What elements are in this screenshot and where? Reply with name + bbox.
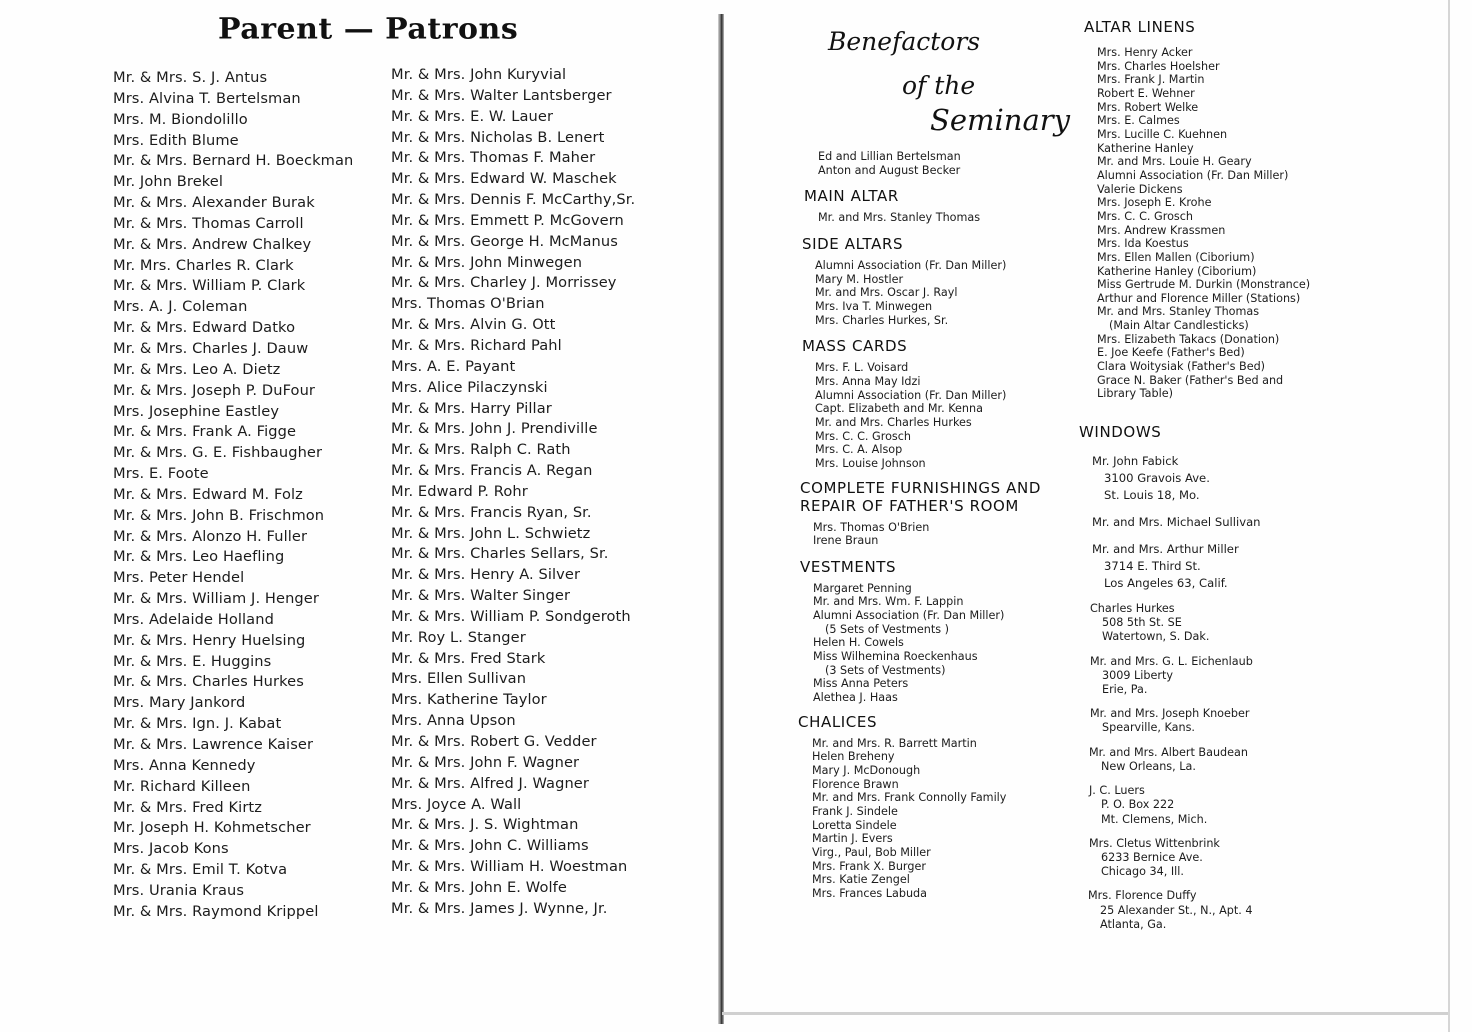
patron-name: Mr. & Mrs. Dennis F. McCarthy,Sr. (391, 191, 636, 209)
section-heading: MASS CARDS (802, 337, 908, 356)
patron-name: Mr. & Mrs. Fred Kirtz (113, 798, 263, 816)
patron-name: Mrs. Mary Jankord (113, 694, 246, 712)
donor-name: Capt. Elizabeth and Mr. Kenna (815, 402, 983, 416)
donor-name: Alethea J. Haas (813, 691, 898, 705)
patron-name: Mrs. E. Foote (113, 465, 209, 483)
donor-name: Loretta Sindele (812, 818, 897, 832)
patron-name: Mr. & Mrs. Harry Pillar (391, 399, 552, 417)
donor-name: Mr. and Mrs. Stanley Thomas (818, 211, 981, 225)
patron-name: Mrs. Adelaide Holland (113, 610, 274, 628)
patron-name: Mr. & Mrs. Charley J. Morrissey (391, 274, 617, 292)
patron-name: Mrs. Joyce A. Wall (391, 795, 522, 813)
patron-name: Mr. & Mrs. John Minwegen (391, 253, 583, 271)
donor-name: Mrs. Katie Zengel (812, 873, 910, 887)
donor-name: Mr. and Mrs. Arthur Miller (1092, 542, 1239, 557)
donor-name: Katherine Hanley (Ciborium) (1097, 264, 1257, 278)
window-donor-entry (1090, 655, 1340, 698)
donor-name: Mrs. Charles Hoelsher (1097, 59, 1220, 73)
patron-name: Mr. & Mrs. William P. Sondgeroth (391, 607, 631, 625)
patron-name: Mr. Roy L. Stanger (391, 628, 526, 646)
patron-name: Mr. & Mrs. Charles Hurkes (113, 673, 304, 691)
donor-name: Mary M. Hostler (815, 272, 904, 286)
donor-name: Helen Breheny (812, 750, 895, 764)
section-mass-cards (798, 337, 1068, 470)
section-heading: WINDOWS (1079, 423, 1162, 442)
patron-name: Mr. Mrs. Charles R. Clark (113, 256, 294, 274)
donor-name: Mrs. Louise Johnson (815, 456, 926, 470)
patron-name: Mrs. Urania Kraus (113, 881, 245, 899)
donor-name: Library Table) (1097, 387, 1173, 401)
patron-name: Mr. John Brekel (113, 173, 224, 191)
donor-list (812, 737, 1068, 901)
donor-address-line: 6233 Bernice Ave. (1101, 850, 1203, 864)
patron-list-column-a (113, 68, 353, 923)
donor-name: Mr. and Mrs. G. L. Eichenlaub (1090, 654, 1253, 668)
section-main-altar (798, 187, 1068, 225)
donor-name: Alumni Association (Fr. Dan Miller) (815, 388, 1007, 402)
section-heading: ALTAR LINENS (1084, 18, 1196, 36)
patron-name: Mr. & Mrs. Raymond Krippel (113, 902, 319, 920)
donor-name: Valerie Dickens (1097, 182, 1183, 196)
donor-name: Irene Braun (813, 534, 879, 548)
patron-name: Mr. & Mrs. Alfred J. Wagner (391, 774, 589, 792)
donor-address-line: 508 5th St. SE (1102, 616, 1182, 630)
donor-name: Alumni Association (Fr. Dan Miller) (813, 609, 1005, 623)
section-heading: REPAIR OF FATHER'S ROOM (800, 496, 1019, 515)
donor-address-line: P. O. Box 222 (1101, 798, 1175, 812)
patron-name: Mr. & Mrs. E. Huggins (113, 652, 272, 670)
patron-name: Mr. & Mrs. Robert G. Vedder (391, 733, 597, 750)
donor-address-line: Atlanta, Ga. (1100, 917, 1167, 931)
donor-name: Mr. John Fabick (1092, 454, 1179, 469)
window-donor-entry (1089, 837, 1340, 880)
donor-name: Margaret Penning (813, 581, 912, 595)
donor-name: Miss Gertrude M. Durkin (Monstrance) (1097, 278, 1311, 292)
patron-name: Mrs. A. E. Payant (391, 357, 516, 375)
patron-name: Mr. & Mrs. S. J. Antus (113, 69, 268, 86)
donor-name: Mrs. Florence Duffy (1088, 889, 1197, 903)
window-donor-entry (1092, 453, 1340, 504)
donor-name: Mrs. F. L. Voisard (815, 361, 909, 375)
donor-name: Mr. and Mrs. Louie H. Geary (1097, 155, 1252, 169)
donor-name: Mrs. Frank X. Burger (812, 859, 926, 873)
patron-name: Mrs. M. Biondolillo (113, 110, 248, 128)
donor-name: E. Joe Keefe (Father's Bed) (1097, 346, 1245, 360)
patron-name: Mr. & Mrs. John E. Wolfe (391, 878, 567, 896)
page-title: Parent — Patrons (218, 12, 519, 47)
patron-name: Mrs. Katherine Taylor (391, 691, 547, 709)
donor-name: (5 Sets of Vestments ) (825, 622, 950, 636)
section-heading: MAIN ALTAR (804, 187, 899, 206)
section-heading: COMPLETE FURNISHINGS AND (800, 478, 1041, 497)
donor-address-line: Erie, Pa. (1102, 683, 1148, 697)
donor-name: Mrs. Ellen Mallen (Ciborium) (1097, 250, 1255, 264)
donor-name: Mr. and Mrs. Oscar J. Rayl (815, 286, 958, 300)
patron-name: Mr. & Mrs. Alonzo H. Fuller (113, 527, 308, 545)
page-edge (1448, 0, 1450, 1032)
donor-address-line: St. Louis 18, Mo. (1104, 488, 1200, 503)
donor-name: Mary J. McDonough (812, 764, 921, 778)
donor-name: Mr. and Mrs. Frank Connolly Family (812, 791, 1007, 805)
donor-name: Mrs. Thomas O'Brien (813, 520, 930, 534)
patron-name: Mr. & Mrs. E. W. Lauer (391, 107, 554, 125)
donor-name: Robert E. Wehner (1097, 86, 1195, 100)
patron-name: Mr. & Mrs. Fred Stark (391, 649, 546, 667)
donor-name: Alumni Association (Fr. Dan Miller) (1097, 168, 1289, 182)
donor-address-line: 25 Alexander St., N., Apt. 4 (1100, 903, 1253, 917)
patron-name: Mr. & Mrs. John F. Wagner (391, 753, 580, 771)
donor-name: (Main Altar Candlesticks) (1109, 319, 1249, 333)
donor-name: Mr. and Mrs. Joseph Knoeber (1090, 707, 1250, 721)
benefactors-right-column (1078, 18, 1340, 942)
donor-list (818, 211, 1068, 225)
page-shadow (722, 1012, 1448, 1015)
donor-name: Mrs. E. Calmes (1097, 114, 1180, 128)
patron-name: Mr. Joseph H. Kohmetscher (113, 819, 311, 837)
donor-name: Charles Hurkes (1090, 602, 1175, 616)
donor-name: Mr. and Mrs. Charles Hurkes (815, 415, 972, 429)
patron-name: Mr. & Mrs. Emmett P. McGovern (391, 211, 624, 229)
patron-name: Mr. & Mrs. G. E. Fishbaugher (113, 444, 323, 462)
patron-name: Mr. & Mrs. Walter Singer (391, 587, 571, 605)
donor-address-line: 3100 Gravois Ave. (1104, 471, 1210, 486)
window-donor-entry (1088, 889, 1340, 932)
donor-name: J. C. Luers (1089, 784, 1145, 798)
window-donor-entry (1089, 784, 1340, 827)
donor-list (815, 361, 1068, 470)
donor-name: Mrs. Anna May Idzi (815, 374, 921, 388)
patron-name: Mr. & Mrs. James J. Wynne, Jr. (391, 899, 608, 917)
section-vestments (798, 558, 1068, 705)
donor-name: Mrs. Robert Welke (1097, 100, 1199, 114)
donor-name: Mrs. Joseph E. Krohe (1097, 196, 1212, 210)
title-line: Seminary (930, 103, 1071, 137)
patron-list-column-b (391, 65, 635, 920)
section-heading: SIDE ALTARS (802, 234, 904, 253)
patron-name: Mr. & Mrs. Alexander Burak (113, 194, 315, 212)
window-donor-entry (1092, 541, 1340, 592)
window-donor-entry (1089, 746, 1340, 774)
patron-name: Mr. & Mrs. Ign. J. Kabat (113, 715, 282, 733)
patron-name: Mrs. Thomas O'Brian (391, 295, 545, 313)
donor-address-line: New Orleans, La. (1101, 759, 1196, 773)
patron-name: Mrs. Anna Upson (391, 712, 516, 730)
donor-name: Mrs. C. A. Alsop (815, 443, 903, 457)
donor-address-line: Spearville, Kans. (1102, 721, 1195, 735)
donor-address-line: Chicago 34, Ill. (1101, 865, 1184, 879)
patron-name: Mr. & Mrs. Walter Lantsberger (391, 86, 612, 104)
page-gutter (718, 14, 724, 1024)
patron-name: Mr. & Mrs. Edward M. Folz (113, 485, 303, 503)
patron-name: Mrs. Ellen Sullivan (391, 670, 527, 688)
donor-address-line: Los Angeles 63, Calif. (1104, 576, 1228, 591)
section-side-altars (798, 235, 1068, 327)
patron-name: Mr. & Mrs. Thomas F. Maher (391, 149, 596, 167)
patron-name: Mr. & Mrs. Francis A. Regan (391, 462, 593, 480)
donor-name: Mrs. Henry Acker (1097, 46, 1193, 59)
patron-name: Mrs. Alice Pilaczynski (391, 378, 548, 396)
patron-name: Mr. & Mrs. Ralph C. Rath (391, 441, 571, 459)
donor-name: Mrs. C. C. Grosch (1097, 209, 1193, 223)
donor-name: Mr. and Mrs. R. Barrett Martin (812, 736, 977, 750)
patron-name: Mr. Richard Killeen (113, 777, 251, 795)
donor-name: Florence Brawn (812, 777, 899, 791)
section-heading: VESTMENTS (800, 557, 897, 576)
patron-name: Mr. & Mrs. Lawrence Kaiser (113, 736, 314, 753)
donor-name: Virg., Paul, Bob Miller (812, 845, 931, 859)
benefactor-name: Ed and Lillian Bertelsman (818, 150, 961, 163)
patron-name: Mr. & Mrs. Charles J. Dauw (113, 339, 309, 357)
patron-name: Mr. & Mrs. George H. McManus (391, 232, 618, 250)
patron-name: Mr. & Mrs. Edward Datko (113, 319, 296, 337)
section-furnishings (798, 479, 1068, 548)
donor-address-line: 3714 E. Third St. (1104, 559, 1201, 574)
donor-name: Arthur and Florence Miller (Stations) (1097, 291, 1301, 305)
patron-name: Mr. & Mrs. Charles Sellars, Sr. (391, 545, 609, 563)
donor-name: Martin J. Evers (812, 832, 893, 846)
donor-name: Mr. and Mrs. Stanley Thomas (1097, 305, 1260, 319)
patron-name: Mr. & Mrs. John B. Frischmon (113, 506, 325, 524)
donor-name: Mrs. Andrew Krassmen (1097, 223, 1226, 237)
donor-name: Mr. and Mrs. Albert Baudean (1089, 745, 1248, 759)
patron-name: Mr. & Mrs. John J. Prendiville (391, 420, 598, 438)
donor-name: Miss Anna Peters (813, 677, 909, 691)
donor-list (813, 582, 1068, 705)
donor-name: Miss Wilhemina Roeckenhaus (813, 650, 978, 664)
patron-name: Mr. & Mrs. John Kuryvial (391, 66, 567, 83)
donor-name: Frank J. Sindele (812, 805, 898, 818)
donor-name: (3 Sets of Vestments) (825, 663, 946, 677)
patron-name: Mr. & Mrs. Henry Huelsing (113, 631, 306, 649)
patron-name: Mrs. Alvina T. Bertelsman (113, 89, 301, 107)
patron-name: Mr. & Mrs. Emil T. Kotva (113, 861, 288, 879)
donor-name: Mrs. Lucille C. Kuehnen (1097, 127, 1228, 141)
patron-name: Mr. & Mrs. Frank A. Figge (113, 423, 297, 441)
donor-name: Mrs. Charles Hurkes, Sr. (815, 313, 949, 327)
title-line: Benefactors (828, 27, 981, 56)
patron-name: Mr. & Mrs. Leo Haefling (113, 548, 285, 566)
patron-name: Mr. & Mrs. Nicholas B. Lenert (391, 128, 605, 146)
benefactors-middle-column (798, 150, 1068, 901)
title-line: of the (902, 71, 976, 100)
donor-name: Mrs. Frances Labuda (812, 886, 928, 900)
donor-address-line: 3009 Liberty (1102, 668, 1173, 682)
donor-name: Katherine Hanley (1097, 141, 1194, 155)
patron-name: Mr. & Mrs. Alvin G. Ott (391, 316, 556, 334)
patron-name: Mr. & Mrs. Andrew Chalkey (113, 235, 312, 253)
donor-name: Mr. and Mrs. Wm. F. Lappin (813, 595, 964, 609)
patron-name: Mrs. Peter Hendel (113, 569, 245, 587)
patron-name: Mr. & Mrs. J. S. Wightman (391, 816, 579, 834)
patron-name: Mr. & Mrs. Bernard H. Boeckman (113, 152, 354, 170)
patron-name: Mr. & Mrs. William H. Woestman (391, 858, 628, 876)
patron-name: Mr. & Mrs. Joseph P. DuFour (113, 381, 316, 399)
patron-name: Mr. & Mrs. William P. Clark (113, 277, 306, 295)
section-heading: CHALICES (798, 712, 878, 731)
donor-name: Mr. and Mrs. Michael Sullivan (1092, 515, 1261, 530)
patron-name: Mr. & Mrs. Henry A. Silver (391, 566, 581, 584)
window-donor-entry (1090, 707, 1340, 735)
donor-address-line: Watertown, S. Dak. (1102, 630, 1210, 644)
patron-name: Mrs. Jacob Kons (113, 840, 229, 858)
patron-name: Mr. & Mrs. Thomas Carroll (113, 214, 304, 232)
patron-name: Mr. & Mrs. William J. Henger (113, 590, 319, 608)
patron-name: Mr. & Mrs. Francis Ryan, Sr. (391, 503, 592, 521)
patron-name: Mr. & Mrs. Leo A. Dietz (113, 360, 281, 378)
section-chalices (798, 713, 1068, 901)
window-donor-entry (1092, 514, 1340, 531)
donor-name: Clara Woitysiak (Father's Bed) (1097, 360, 1266, 374)
patron-name: Mr. Edward P. Rohr (391, 482, 528, 500)
donor-name: Helen H. Cowels (813, 636, 904, 650)
donor-name: Mrs. Elizabeth Takacs (Donation) (1097, 332, 1280, 346)
patron-name: Mrs. Anna Kennedy (113, 756, 256, 774)
donor-list (1097, 46, 1340, 401)
donor-name: Mrs. Ida Koestus (1097, 237, 1189, 251)
benefactor-name: Anton and August Becker (818, 163, 961, 177)
donor-name: Mrs. Cletus Wittenbrink (1089, 836, 1220, 850)
windows-donor-list (1078, 453, 1340, 932)
donor-name: Mrs. C. C. Grosch (815, 429, 911, 443)
donor-name: Alumni Association (Fr. Dan Miller) (815, 258, 1007, 272)
patron-name: Mrs. A. J. Coleman (113, 298, 248, 316)
patron-name: Mrs. Josephine Eastley (113, 402, 280, 420)
donor-list (813, 521, 1068, 548)
patron-name: Mr. & Mrs. Richard Pahl (391, 336, 562, 354)
benefactor-list (818, 150, 1068, 177)
patron-name: Mrs. Edith Blume (113, 131, 239, 149)
patron-name: Mr. & Mrs. John C. Williams (391, 837, 589, 855)
donor-address-line: Mt. Clemens, Mich. (1101, 812, 1208, 826)
donor-name: Mrs. Frank J. Martin (1097, 73, 1205, 87)
donor-name: Grace N. Baker (Father's Bed and (1097, 373, 1284, 387)
patron-name: Mr. & Mrs. John L. Schwietz (391, 524, 591, 542)
donor-list (815, 259, 1068, 327)
patron-name: Mr. & Mrs. Edward W. Maschek (391, 170, 617, 188)
donor-name: Mrs. Iva T. Minwegen (815, 299, 933, 313)
window-donor-entry (1090, 602, 1340, 645)
